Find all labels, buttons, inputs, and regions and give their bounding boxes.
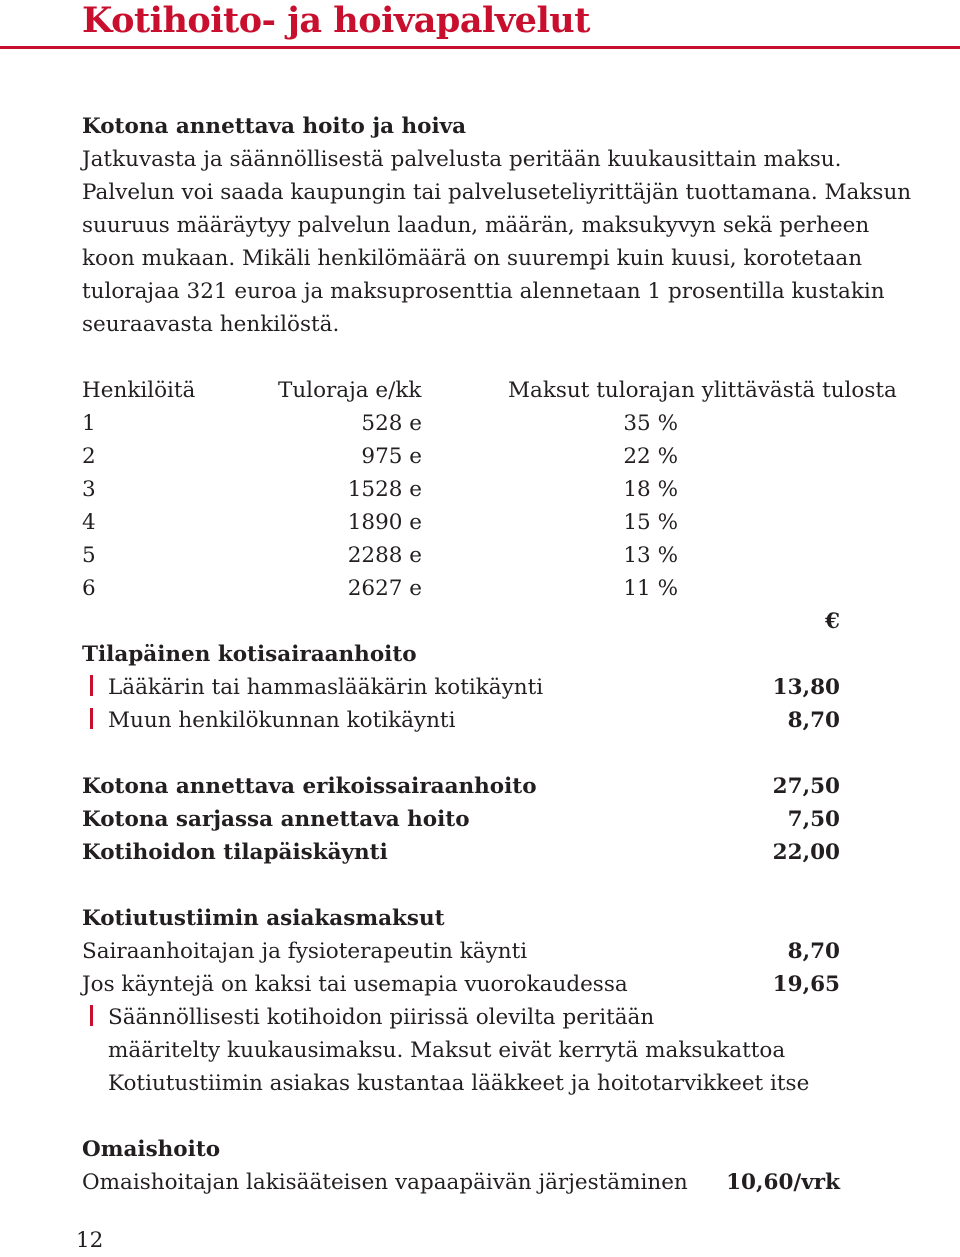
table-cell-persons: 4 [82, 510, 96, 535]
service-price: 8,70 [787, 708, 840, 733]
service-label: Jos käyntejä on kaksi tai usemapia vuorokaudessa [82, 972, 628, 997]
discharge-team-heading: Kotiutustiimin asiakasmaksut [82, 906, 445, 931]
service-price: 10,60/vrk [726, 1170, 840, 1195]
service-label: Kotona annettava erikoissairaanhoito [82, 774, 537, 799]
paragraph-line: tulorajaa 321 euroa ja maksuprosenttia alennetaan 1 prosentilla kustakin [82, 279, 885, 304]
table-cell-percent: 13 % [623, 543, 678, 568]
service-price: 22,00 [772, 840, 840, 865]
paragraph-line: seuraavasta henkilöstä. [82, 312, 340, 337]
service-label: Muun henkilökunnan kotikäynti [108, 708, 456, 733]
title-underline [0, 46, 960, 49]
service-price: 8,70 [787, 939, 840, 964]
table-header-income-limit: Tuloraja e/kk [278, 378, 422, 403]
table-cell-persons: 2 [82, 444, 96, 469]
table-cell-percent: 11 % [623, 576, 678, 601]
table-cell-income: 2627 e [347, 576, 422, 601]
service-label: Omaishoitajan lakisääteisen vapaapäivän järjestäminen [82, 1170, 688, 1195]
page-title: Kotihoito- ja hoivapalvelut [82, 0, 590, 41]
service-price: 19,65 [772, 972, 840, 997]
table-cell-persons: 1 [82, 411, 96, 436]
service-label: Kotona sarjassa annettava hoito [82, 807, 470, 832]
table-cell-persons: 3 [82, 477, 96, 502]
paragraph-line: Palvelun voi saada kaupungin tai palveluseteliyrittäjän tuottamana. Maksun [82, 180, 912, 205]
caregiving-heading: Omaishoito [82, 1137, 221, 1162]
paragraph-line: koon mukaan. Mikäli henkilömäärä on suurempi kuin kuusi, korotetaan [82, 246, 863, 271]
service-price: 13,80 [772, 675, 840, 700]
bullet-bar [90, 1005, 93, 1026]
service-price: 7,50 [787, 807, 840, 832]
table-cell-income: 975 e [361, 444, 422, 469]
table-cell-percent: 22 % [623, 444, 678, 469]
home-care-heading: Kotona annettava hoito ja hoiva [82, 114, 467, 139]
table-cell-income: 528 e [361, 411, 422, 436]
table-cell-income: 1528 e [347, 477, 422, 502]
table-cell-percent: 15 % [623, 510, 678, 535]
table-header-persons: Henkilöitä [82, 378, 196, 403]
table-header-fee-percent: Maksut tulorajan ylittävästä tulosta [508, 378, 897, 403]
table-cell-persons: 6 [82, 576, 96, 601]
table-cell-persons: 5 [82, 543, 96, 568]
currency-symbol: € [825, 609, 840, 634]
bullet-bar [90, 708, 93, 729]
note-line: määritelty kuukausimaksu. Maksut eivät kerrytä maksukattoa [108, 1038, 786, 1063]
service-price: 27,50 [772, 774, 840, 799]
table-cell-income: 1890 e [347, 510, 422, 535]
page-number: 12 [76, 1228, 104, 1253]
service-label: Sairaanhoitajan ja fysioterapeutin käynti [82, 939, 528, 964]
service-label: Lääkärin tai hammaslääkärin kotikäynti [108, 675, 544, 700]
table-cell-percent: 18 % [623, 477, 678, 502]
table-cell-income: 2288 e [347, 543, 422, 568]
bullet-bar [90, 675, 93, 696]
table-cell-percent: 35 % [623, 411, 678, 436]
paragraph-line: Jatkuvasta ja säännöllisestä palvelusta peritään kuukausittain maksu. [82, 147, 842, 172]
note-line: Säännöllisesti kotihoidon piirissä olevilta peritään [108, 1005, 655, 1030]
temporary-nursing-heading: Tilapäinen kotisairaanhoito [82, 642, 417, 667]
service-label: Kotihoidon tilapäiskäynti [82, 840, 388, 865]
paragraph-line: suuruus määräytyy palvelun laadun, määrän, maksukyvyn sekä perheen [82, 213, 870, 238]
note-line: Kotiutustiimin asiakas kustantaa lääkkeet ja hoitotarvikkeet itse [108, 1071, 810, 1096]
